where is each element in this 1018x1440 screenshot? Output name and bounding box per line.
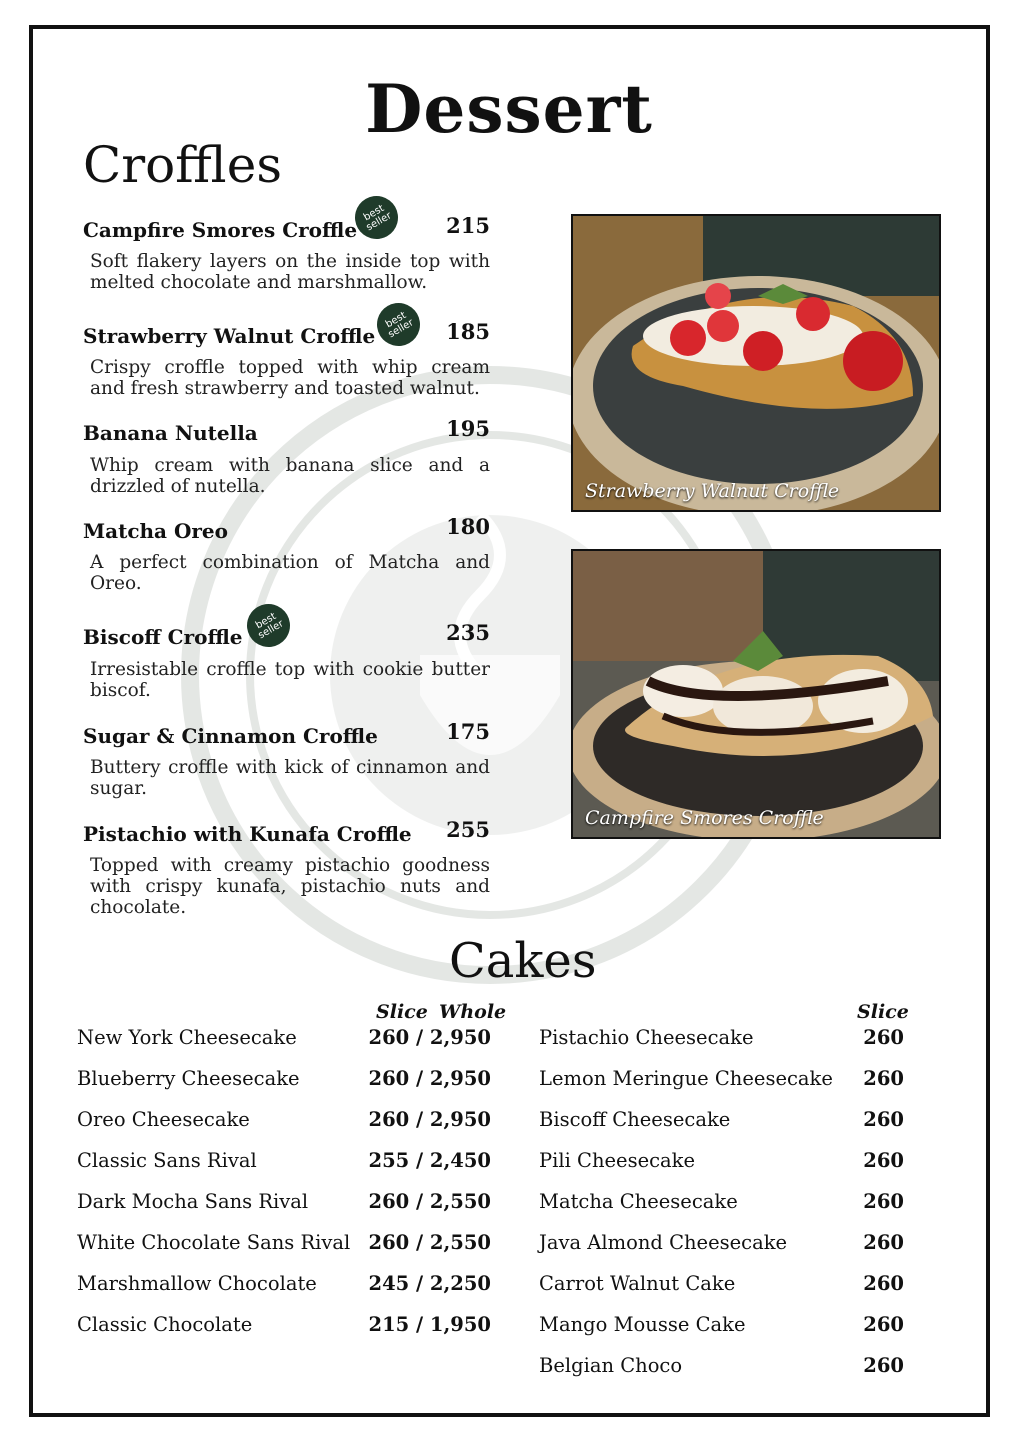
croffles-heading: Croffles [83, 136, 283, 194]
cake-name: White Chocolate Sans Rival [77, 1231, 351, 1254]
item-description: A perfect combination of Matcha and Oreo. [90, 552, 490, 594]
item-description: Irresistable croffle top with cookie butter biscof. [90, 659, 490, 701]
cakes-left-whole-header: Whole [439, 1001, 507, 1023]
cake-name: Matcha Cheesecake [539, 1190, 738, 1213]
cake-name: Lemon Meringue Cheesecake [539, 1067, 833, 1090]
croffle-item [83, 817, 490, 927]
item-price: 215 [446, 213, 490, 238]
cake-name: Classic Chocolate [77, 1313, 253, 1336]
item-description: Whip cream with banana slice and a drizzled of nutella. [90, 455, 490, 497]
cake-price: 245 / 2,250 [368, 1272, 491, 1295]
item-description: Topped with creamy pistachio goodness with crispy kunafa, pistachio nuts and chocolate. [90, 855, 490, 918]
item-name: Sugar & Cinnamon Croffle [83, 724, 378, 748]
cake-price: 260 / 2,950 [368, 1026, 491, 1049]
cake-price: 260 [863, 1026, 904, 1049]
item-name: Pistachio with Kunafa Croffle [83, 822, 412, 846]
best-seller-badge: best seller [369, 295, 428, 354]
cake-price: 260 [863, 1313, 904, 1336]
cake-price: 255 / 2,450 [368, 1149, 491, 1172]
cake-price: 260 [863, 1231, 904, 1254]
croffle-photo-illustration [573, 216, 939, 510]
item-description: Soft flakery layers on the inside top with melted chocolate and marshmallow. [90, 251, 490, 293]
item-name: Campfire Smores Croffle [83, 218, 358, 242]
cake-price: 260 / 2,550 [368, 1231, 491, 1254]
cake-name: Java Almond Cheesecake [539, 1231, 788, 1254]
item-price: 255 [446, 817, 490, 842]
cake-price: 260 [863, 1067, 904, 1090]
cake-name: Carrot Walnut Cake [539, 1272, 736, 1295]
cake-price: 260 / 2,950 [368, 1067, 491, 1090]
cake-price: 260 [863, 1190, 904, 1213]
cake-price: 260 [863, 1149, 904, 1172]
item-price: 180 [446, 514, 490, 539]
item-price: 185 [446, 319, 490, 344]
cake-name: Belgian Choco [539, 1354, 683, 1377]
item-description: Buttery croffle with kick of cinnamon and sugar. [90, 757, 490, 799]
item-price: 235 [446, 620, 490, 645]
croffle-item [83, 514, 490, 604]
cake-price: 260 [863, 1272, 904, 1295]
page-title: Dessert [365, 70, 653, 148]
photo-caption: Campfire Smores Croffle [585, 807, 824, 829]
best-seller-badge: best seller [347, 188, 406, 247]
cake-price: 215 / 1,950 [368, 1313, 491, 1336]
cake-price: 260 / 2,550 [368, 1190, 491, 1213]
croffle-item [83, 610, 490, 710]
photo-caption: Strawberry Walnut Croffle [585, 480, 840, 502]
cake-name: Pili Cheesecake [539, 1149, 696, 1172]
item-price: 175 [446, 719, 490, 744]
item-description: Crispy croffle topped with whip cream and fresh strawberry and toasted walnut. [90, 357, 490, 399]
cake-name: Blueberry Cheesecake [77, 1067, 300, 1090]
cakes-right-slice-header: Slice [857, 1001, 909, 1023]
cake-name: New York Cheesecake [77, 1026, 297, 1049]
cakes-left-slice-header: Slice [376, 1001, 428, 1023]
croffle-item [83, 416, 490, 506]
croffle-photo-illustration [573, 551, 939, 837]
cakes-heading: Cakes [449, 933, 597, 989]
cake-name: Marshmallow Chocolate [77, 1272, 317, 1295]
item-name: Biscoff Croffle [83, 625, 243, 649]
photo-campfire-smores-croffle [571, 549, 941, 839]
cake-name: Oreo Cheesecake [77, 1108, 250, 1131]
cake-name: Pistachio Cheesecake [539, 1026, 754, 1049]
cake-name: Dark Mocha Sans Rival [77, 1190, 309, 1213]
item-name: Banana Nutella [83, 421, 258, 445]
croffle-item [83, 202, 490, 303]
item-name: Matcha Oreo [83, 519, 228, 543]
item-price: 195 [446, 416, 490, 441]
best-seller-badge: best seller [239, 596, 298, 655]
croffle-item [83, 719, 490, 809]
cake-price: 260 / 2,950 [368, 1108, 491, 1131]
cake-price: 260 [863, 1108, 904, 1131]
cake-name: Mango Mousse Cake [539, 1313, 746, 1336]
cake-price: 260 [863, 1354, 904, 1377]
item-name: Strawberry Walnut Croffle [83, 324, 376, 348]
cake-name: Classic Sans Rival [77, 1149, 257, 1172]
croffle-item [83, 309, 490, 409]
cake-name: Biscoff Cheesecake [539, 1108, 731, 1131]
photo-strawberry-walnut-croffle [571, 214, 941, 512]
